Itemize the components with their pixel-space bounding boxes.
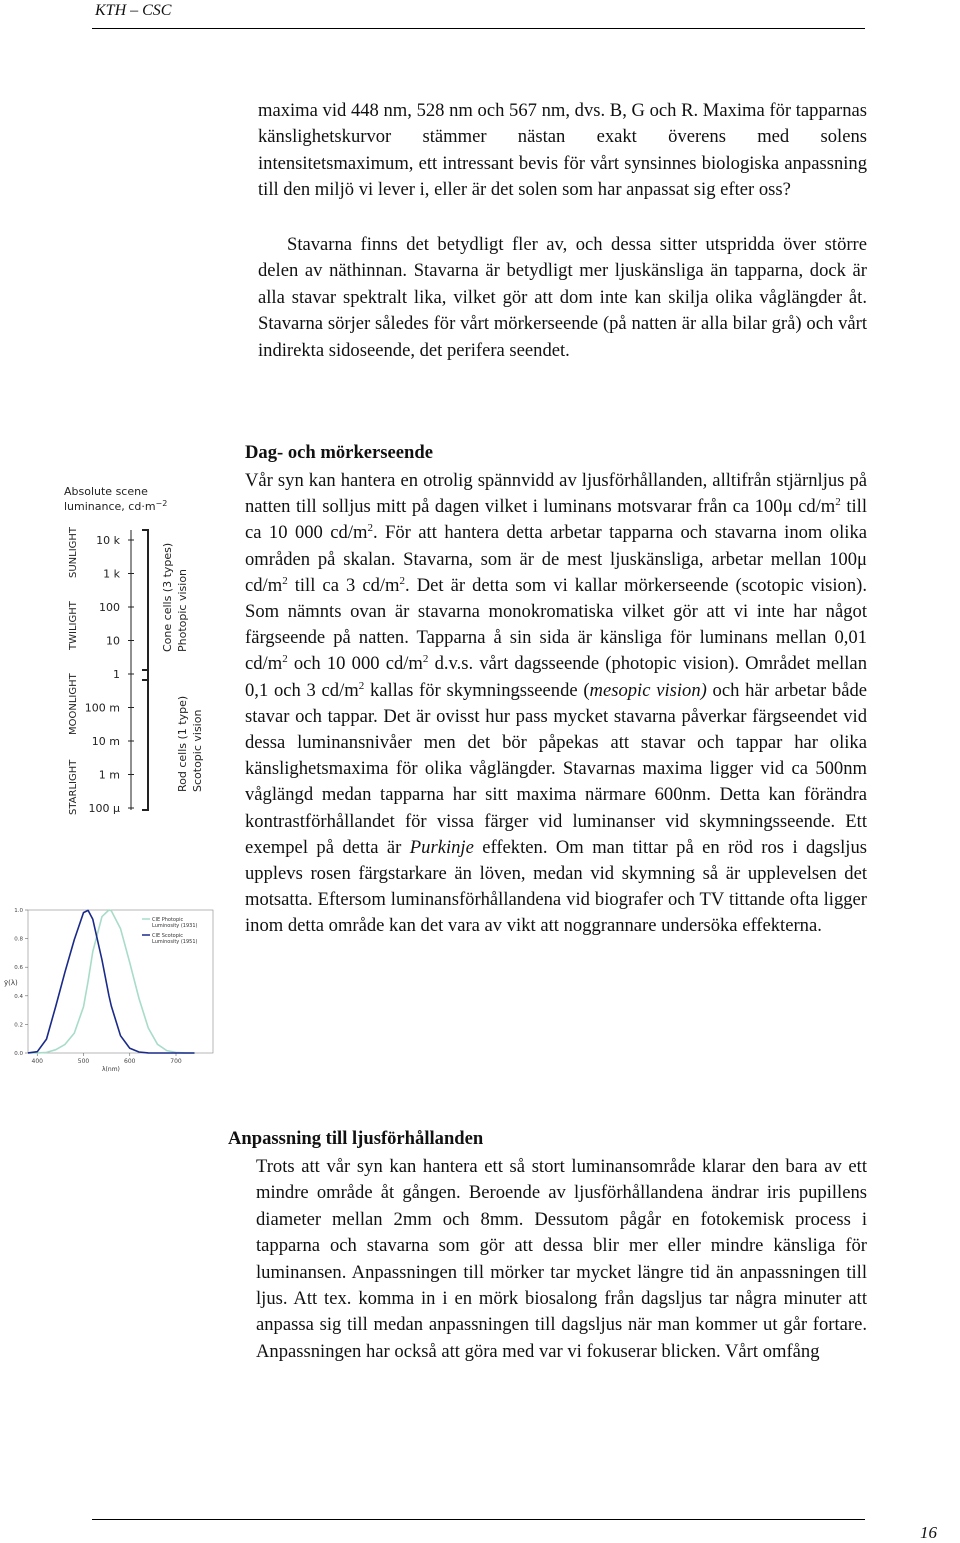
figure-title-line2: luminance, cd·m <box>64 500 156 513</box>
paragraph-intro: maxima vid 448 nm, 528 nm och 567 nm, dvs. B, G och R. Maxima för tapparnas känslighetskurvor stämmer nästan exakt överens med solens intensitetsmaximum, ett intressant bevis för vårt synsinnes biologiska anpassning till den miljö vi lever i, eller är det solen som har anpassat sig efter oss? <box>258 100 867 201</box>
luminance-scale-figure <box>58 480 218 820</box>
scale-tick-label: 100 m <box>84 701 120 715</box>
y-tick-label: 0.8 <box>14 936 23 943</box>
legend-photopic-line2: Luminosity (1931) <box>152 923 198 929</box>
header-rule <box>92 28 865 29</box>
mesopic-emphasis: mesopic vision) <box>589 679 707 701</box>
scotopic-vision-label: Scotopic vision <box>191 709 204 792</box>
label-starlight: STARLIGHT <box>68 759 79 815</box>
paragraph-dag-morkerseende: Vår syn kan hantera en otrolig spännvidd av ljusförhållanden, alltifrån stjärnljus på natten till solljus mitt på dagen vilket i luminans motsvarar från ca 100μ $cd/m^2$ till ca 10 000 $cd/m^2$. För att hantera detta arbetar tapparna och stavarna inom olika områden på skalan. Stavarna, som är de mest ljuskänsliga, arbetar mellan 100μ $cd/m^2$ till ca 3 $cd/m^2$. Det är detta som vi kallar mörkerseende (scotopic vision). Som nämnts ovan är stavarna monokromatiska vilket gör att vi inte har något färgseende på natten. Tapparna å sin sida är känsliga för luminans mellan 0,01 $cd/m^2$ och 10 000 $cd/m^2$ d.v.s. vårt dagsseende (photopic vision). Området mellan 0,1 och 3 $cd/m^2$ kallas för skymningsseende (mesopic vision) och här arbetar både stavar och tappar. Det är ovisst hur pass mycket stavarna påverkar färgseendet vid dessa luminansnivåer men det bör påpekas att stavar och tappar har olika känslighetsmaxima för olika våglängder. Stavarnas maxima ligger vid ca 500nm våglängd medan tapparna har sitt maxima närmare 600nm. Detta kan förändra kontrastförhållandet för vissa färger vid luminanser vid skymningsseende. Ett exempel på detta är Purkinje effekten. Om man tittar på en röd ros i dagsljus upplevs rosen färgstarkare än löven, medan vid skymning så är upplevelsen det motsatta. Eftersom luminansförhållandena vid biografer och TV tittande ofta ligger inom detta område kan det vara av vikt att noggrannare undersöka effekterna. <box>245 470 867 937</box>
paragraph-anpassning: Trots att vår syn kan hantera ett så stort luminansområde klarar den bara av ett mindre område åt gången. Beroende av ljusförhållandena ändrar iris pupillens diameter mellan 2mm och 8mm. Dessutom pågår en fotokemisk process i tapparna och stavarna som gör att dessa blir mer eller mindre känsliga för luminansen. Anpassningen till mörker tar mycket längre tid än anpassningen till ljus. Att tex. komma in i en mörk biosalong från dagsljus tar några minuter att anpassa sig till medan anpassningen till dagsljus när man kommer ut går fortare. Anpassningen har också att göra med var vi fokuserar blicken. Vårt omfång <box>256 1156 867 1362</box>
legend-scotopic-line1: CIE Scotopic <box>152 933 184 939</box>
svg-text:luminance, cd·m−2 <box>64 499 167 513</box>
cone-cells-label: Cone cells (3 types) <box>161 542 174 652</box>
y-tick-label: 0.6 <box>14 965 23 972</box>
y-tick-label: 0.4 <box>14 993 23 1000</box>
label-twilight: TWILIGHT <box>68 601 79 650</box>
cone-bracket <box>142 530 148 680</box>
chart-legend <box>142 917 198 945</box>
photopic-vision-label: Photopic vision <box>176 568 189 652</box>
scale-tick-label: 1 m <box>98 768 120 782</box>
scale-tick-label: 100 μ <box>88 802 120 815</box>
rod-cells-label: Rod cells (1 type) <box>176 695 189 792</box>
chart-y-label: ȳ(λ) <box>4 979 18 987</box>
luminosity-chart <box>2 905 217 1077</box>
running-header: KTH – CSC <box>95 2 172 19</box>
figure-title-line1: Absolute scene <box>64 485 148 498</box>
paragraph-stavarna: Stavarna finns det betydligt fler av, och dessa sitter utspridda över större delen av näthinnan. Stavarna är betydligt mer ljuskänsliga än tapparna, dock är alla stavar spektralt lika, vilket gör att dom inte kan skilja olika våglängder åt. Stavarna sörjer således för vårt mörkerseende (på natten är alla bilar grå) och vårt indirekta sidoseende, det perifera seendet. <box>258 234 867 361</box>
y-tick-label: 0.0 <box>14 1051 23 1057</box>
y-tick-label: 0.2 <box>14 1022 23 1029</box>
legend-scotopic-line2: Luminosity (1951) <box>152 939 198 945</box>
label-sunlight: SUNLIGHT <box>68 526 79 578</box>
figure-title-sup: −2 <box>155 499 168 508</box>
y-tick-label: 1.0 <box>14 908 23 914</box>
scotopic-curve <box>28 910 195 1053</box>
chart-lines <box>28 910 195 1053</box>
x-tick-label: 700 <box>170 1058 182 1065</box>
label-moonlight: MOONLIGHT <box>68 673 79 735</box>
photopic-curve <box>28 910 195 1053</box>
scale-tick-label: 10 k <box>96 534 120 547</box>
scale-tick-label: 1 k <box>103 567 120 581</box>
x-tick-label: 500 <box>77 1058 90 1065</box>
page-number: 16 <box>920 1523 937 1542</box>
legend-photopic-line1: CIE Photopic <box>152 917 184 923</box>
x-tick-label: 400 <box>31 1058 43 1065</box>
scale-tick-label: 10 m <box>91 735 120 748</box>
scale-ticks <box>85 534 134 815</box>
section-heading-dag: Dag- och mörkerseende <box>245 442 433 463</box>
scale-tick-label: 100 <box>99 601 120 614</box>
footer-rule <box>92 1519 865 1520</box>
section-heading-anpassning: Anpassning till ljusförhållanden <box>228 1128 484 1149</box>
scale-tick-label: 1 <box>113 668 120 681</box>
rod-bracket <box>142 670 148 810</box>
x-tick-label: 600 <box>124 1058 136 1065</box>
purkinje-emphasis: Purkinje <box>409 836 474 858</box>
scale-tick-label: 10 <box>106 634 120 648</box>
chart-x-label: λ(nm) <box>102 1066 120 1073</box>
